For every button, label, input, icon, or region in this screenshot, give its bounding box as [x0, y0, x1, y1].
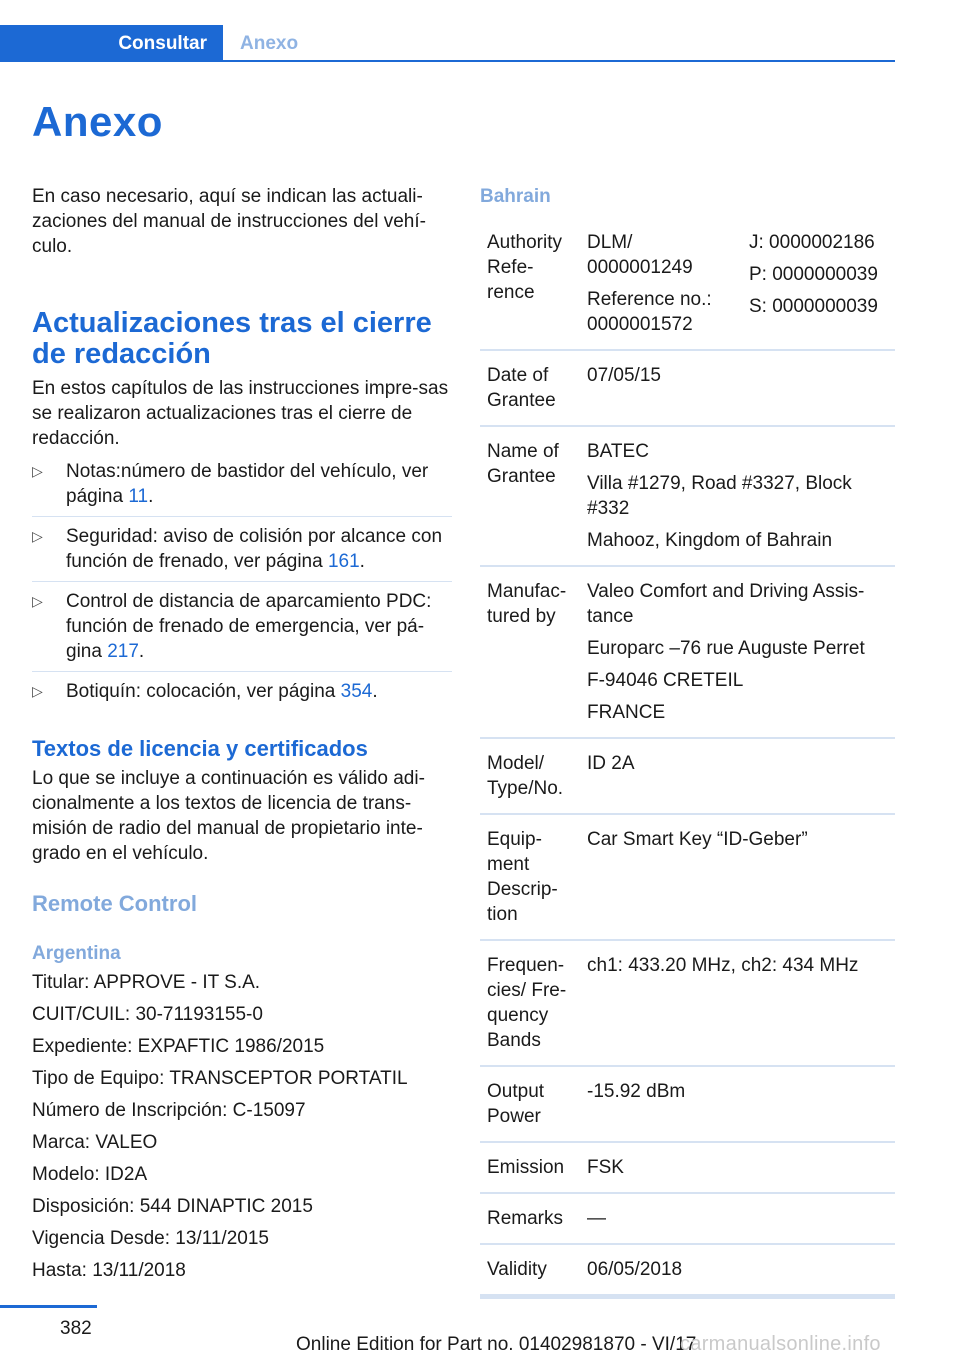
edition-text: Online Edition for Part no. 01402981870 - VI/17 [296, 1334, 697, 1355]
table-key: Name of Grantee [480, 426, 580, 566]
value-line: 07/05/15 [587, 365, 661, 386]
value-line: 06/05/2018 [587, 1259, 683, 1280]
list-item [32, 589, 452, 672]
table-value [580, 226, 742, 350]
table-key: Model/ Type/No. [480, 738, 580, 814]
value-line: ch1: 433.20 MHz, ch2: 434 MHz [587, 955, 859, 976]
list-item-end: . [372, 681, 378, 702]
text-line: Hasta: 13/11/2018 [32, 1260, 186, 1281]
page-number: 382 [60, 1318, 92, 1339]
table-value [580, 940, 895, 1066]
table-value [580, 1193, 895, 1244]
table-row [480, 738, 895, 814]
table-value [580, 1066, 895, 1142]
tab-consultar[interactable]: Consultar [0, 25, 223, 62]
list-item-end: . [138, 641, 145, 662]
bullet-triangle-icon: ▷ [32, 593, 43, 609]
bahrain-spec-table [480, 226, 895, 1296]
value-line: Europarc –76 rue Auguste Perret [587, 638, 865, 659]
table-key: Validity [480, 1244, 580, 1295]
header-tabs [0, 25, 895, 62]
table-value [580, 1142, 895, 1193]
table-row [480, 350, 895, 426]
table-row [480, 814, 895, 940]
argentina-lines [32, 970, 452, 1283]
table-value [580, 426, 895, 566]
value-line: P: 0000000039 [749, 264, 878, 285]
table-key: Manufac-tured by [480, 566, 580, 738]
page-title: Anexo [32, 98, 163, 145]
licenses-heading: Textos de licencia y certificados [32, 736, 368, 761]
table-row [480, 1142, 895, 1193]
text-line: Disposición: 544 DINAPTIC 2015 [32, 1196, 313, 1217]
table-key: Equip-ment Descrip-tion [480, 814, 580, 940]
text-line: Expediente: EXPAFTIC 1986/2015 [32, 1036, 325, 1057]
value-line: Valeo Comfort and Driving Assis-tance [587, 581, 865, 627]
country-argentina: Argentina [32, 943, 121, 964]
table-value [580, 738, 895, 814]
remote-control-heading: Remote Control [32, 891, 197, 916]
value-line: Reference no.: 0000001572 [587, 289, 712, 335]
value-line: — [587, 1208, 606, 1229]
table-key: Remarks [480, 1193, 580, 1244]
country-bahrain: Bahrain [480, 186, 551, 207]
watermark: carmanualsonline.info [680, 1333, 881, 1355]
text-line: CUIT/CUIL: 30-71193155-0 [32, 1004, 263, 1025]
value-line: FSK [587, 1157, 624, 1178]
table-key: Frequen-cies/ Fre-quency Bands [480, 940, 580, 1066]
tab-anexo[interactable]: Anexo [240, 32, 299, 54]
text-line: Modelo: ID2A [32, 1164, 148, 1185]
list-item [32, 679, 452, 711]
value-line: S: 0000000039 [749, 296, 878, 317]
text-line: Titular: APPROVE - IT S.A. [32, 972, 261, 993]
table-row [480, 1244, 895, 1295]
table-key: Date of Grantee [480, 350, 580, 426]
value-line: J: 0000002186 [749, 232, 875, 253]
value-line: -15.92 dBm [587, 1081, 686, 1102]
list-item-text: Seguridad: aviso de colisión por alcance con función de frenado, ver página [66, 526, 443, 572]
table-key: Authority Refe-rence [480, 226, 580, 350]
updates-heading: Actualizaciones tras el cierre de redacción [32, 307, 432, 370]
value-line: FRANCE [587, 702, 666, 723]
value-line: DLM/ 0000001249 [587, 232, 693, 278]
table-row [480, 426, 895, 566]
table-row [480, 226, 895, 350]
page-link-217[interactable]: 217 [107, 641, 139, 662]
table-key: Emission [480, 1142, 580, 1193]
intro-text: En caso necesario, aquí se indican las actuali-zaciones del manual de instrucciones del vehí-culo. [32, 186, 426, 257]
list-item [32, 459, 452, 517]
list-item-text: Notas:número de bastidor del vehículo, ver página [66, 461, 429, 507]
text-line: Tipo de Equipo: TRANSCEPTOR PORTATIL [32, 1068, 408, 1089]
licenses-text: Lo que se incluye a continuación es válido adi-cionalmente a los textos de licencia de trans-misión de radio del manual de propietario inte-grado en el vehículo. [32, 768, 425, 864]
table-value [580, 1244, 895, 1295]
table-row [480, 1066, 895, 1142]
bullet-triangle-icon: ▷ [32, 528, 43, 544]
updates-text: En estos capítulos de las instrucciones impre-sas se realizaron actualizaciones tras el cierre de redacción. [32, 378, 449, 449]
bullet-triangle-icon: ▷ [32, 463, 43, 479]
text-line: Marca: VALEO [32, 1132, 158, 1153]
table-end-rule [480, 1294, 895, 1299]
list-item-end: . [359, 551, 365, 572]
updates-list [32, 459, 452, 711]
list-item-end: . [148, 486, 154, 507]
page-link-11[interactable]: 11 [128, 486, 149, 507]
value-line: ID 2A [587, 753, 635, 774]
table-row [480, 940, 895, 1066]
table-value [580, 814, 895, 940]
table-row [480, 566, 895, 738]
table-row [480, 1193, 895, 1244]
right-column [480, 184, 895, 1299]
value-line: Mahooz, Kingdom of Bahrain [587, 530, 833, 551]
page-link-354[interactable]: 354 [340, 681, 373, 702]
text-line: Vigencia Desde: 13/11/2015 [32, 1228, 269, 1249]
page-link-161[interactable]: 161 [327, 551, 360, 572]
table-value [580, 566, 895, 738]
table-value [742, 226, 895, 350]
list-item [32, 524, 452, 582]
value-line: Car Smart Key “ID-Geber” [587, 829, 808, 850]
text-line: Número de Inscripción: C-15097 [32, 1100, 306, 1121]
table-key: Output Power [480, 1066, 580, 1142]
bullet-triangle-icon: ▷ [32, 683, 43, 699]
value-line: Villa #1279, Road #3327, Block #332 [587, 473, 852, 519]
list-item-text: Control de distancia de aparcamiento PDC: función de frenado de emergencia, ver pá-gina [66, 591, 432, 662]
table-value [580, 350, 895, 426]
value-line: BATEC [587, 441, 649, 462]
list-item-text: Botiquín: colocación, ver página [66, 681, 341, 702]
footer-rule [0, 1305, 97, 1308]
left-column [32, 184, 452, 1290]
value-line: F-94046 CRETEIL [587, 670, 744, 691]
